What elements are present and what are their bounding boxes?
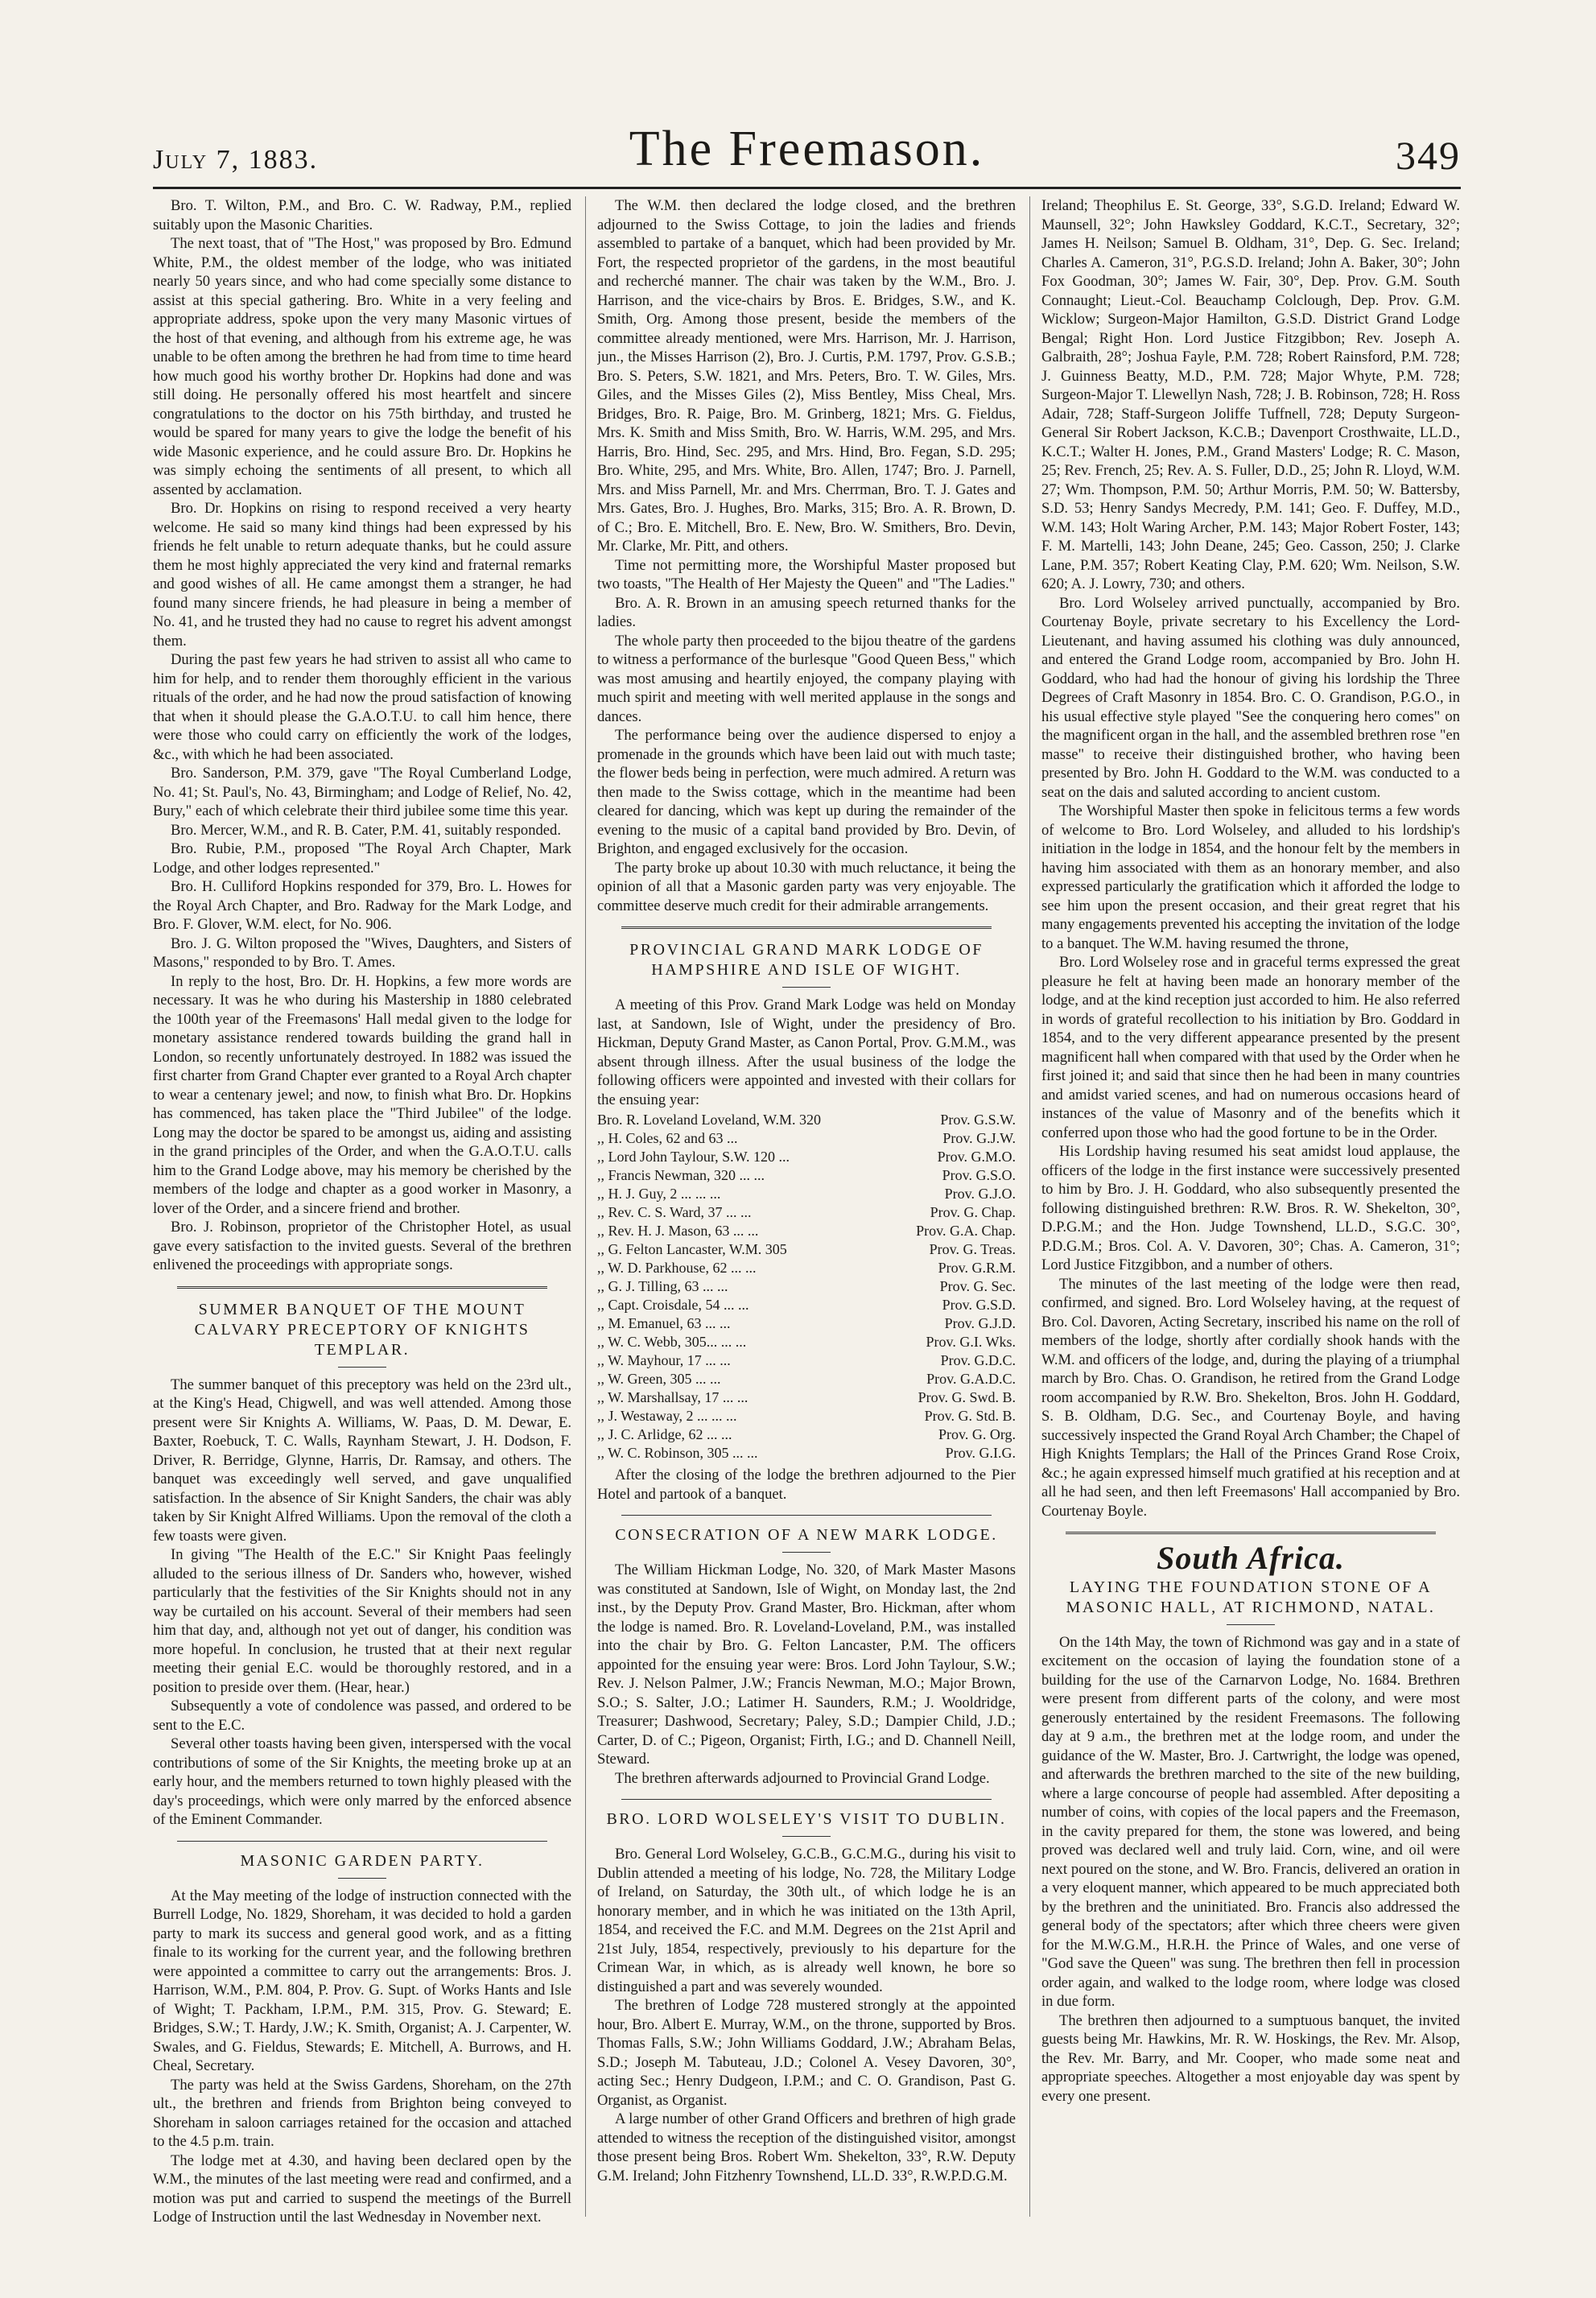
column-3: [1041, 196, 1460, 2257]
officer-office: Prov. G.J.W.: [942, 1130, 1016, 1146]
officer-office: Prov. G.J.O.: [944, 1186, 1016, 1202]
officer-name: ,, M. Emanuel, 63 ... ...: [597, 1315, 731, 1331]
officer-name: ,, Francis Newman, 320 ... ...: [597, 1167, 765, 1183]
paragraph: Bro. A. R. Brown in an amusing speech returned thanks for the ladies.: [597, 594, 1016, 630]
officer-name: ,, Lord John Taylour, S.W. 120 ...: [597, 1149, 790, 1165]
paragraph: After the closing of the lodge the brethren adjourned to the Pier Hotel and partook of a banquet.: [597, 1467, 1016, 1503]
article-heading: SUMMER BANQUET OF THE MOUNT CALVARY PRECEPTORY OF KNIGHTS TEMPLAR.: [194, 1300, 530, 1359]
officer-office: Prov. G. Std. B.: [924, 1408, 1016, 1424]
officer-office: Prov. G. Org.: [938, 1426, 1016, 1442]
section-separator: [621, 926, 992, 930]
paragraph: At the May meeting of the lodge of instruction connected with the Burrell Lodge, No. 1829, Shoreham, it was decided to hold a garden party to mark its success and general good work, and as a fitting finale to its working for the current year, and the following brethren were appointed a committee to carry out the arrangements: Bros. J. Harrison, W.M., P.M. 804, P. Prov. G. Supt. of Works Hants and Isle of Wight; T. Packham, I.P.M., P.M. 315, Prov. G. Steward; E. Bridges, S.W.; T. Hardy, J.W.; K. Smith, Organist; A. J. Carpenter, W. Swales, and G. Fieldus, Stewards; E. Mitchell, A. Burrows, and H. Cheal, Secretary.: [153, 1887, 571, 2074]
officer-row: [597, 1259, 1016, 1277]
paragraph: In reply to the host, Bro. Dr. H. Hopkins, a few more words are necessary. It was he who during his Mastership in 1880 celebrated the 100th year of the Freemasons' Hall medal given to the lodge for monetary assistance rendered towards building the grand hall in London, so recently unfortunately destroyed. In 1882 was issued the first charter from Grand Chapter ever granted to a Royal Arch chapter to wear a centenary jewel; and now, to finish what Bro. Dr. Hopkins has commenced, has taken place the "Third Jubilee" of the lodge. Long may the doctor be spared to be amongst us, aiding and assisting in the grand principles of the Order, and when the G.A.O.T.U. calls him to the Grand Lodge above, may his memory be cherished by the members of the lodge and chapter as a good worker in Masonry, a lover of the Order, and a sincere friend and brother.: [153, 972, 571, 1217]
page-number: 349: [1396, 133, 1461, 178]
officer-name: ,, W. D. Parkhouse, 62 ... ...: [597, 1260, 757, 1276]
column-2: [597, 196, 1016, 2257]
officer-row: [597, 1166, 1016, 1185]
paragraph: The brethren afterwards adjourned to Provincial Grand Lodge.: [615, 1769, 990, 1787]
officer-row: [597, 1444, 1016, 1463]
officer-row: [597, 1296, 1016, 1314]
section-separator: [177, 1841, 547, 1842]
officer-office: Prov. G.S.D.: [942, 1297, 1016, 1313]
column-divider: [1029, 196, 1030, 2217]
paragraph: Time not permitting more, the Worshipful Master proposed but two toasts, "The Health of Her Majesty the Queen" and "The Ladies.": [597, 556, 1016, 592]
paragraph: Bro. Sanderson, P.M. 379, gave "The Royal Cumberland Lodge, No. 41; St. Paul's, No. 43, Birmingham; and Lodge of Relief, No. 42, Bury," each of which celebrate their third jubilee some time this year.: [153, 765, 571, 819]
officer-office: Prov. G.S.W.: [940, 1112, 1016, 1128]
newspaper-title: The Freemason.: [629, 122, 985, 176]
article-heading: PROVINCIAL GRAND MARK LODGE OF HAMPSHIRE AND ISLE OF WIGHT.: [629, 941, 984, 979]
paragraph: A large number of other Grand Officers and brethren of high grade attended to witness the reception of the distinguished visitor, amongst those present being Bros. Robert Wm. Shekelton, 33°, R.W. Deputy G.M. Ireland; John Fitzhenry Townshend, LL.D. 33°, R.W.P.D.G.M.: [597, 2110, 1016, 2185]
paragraph: Bro. Rubie, P.M., proposed "The Royal Arch Chapter, Mark Lodge, and other lodges represented.": [153, 840, 571, 877]
paragraph: The summer banquet of this preceptory was held on the 23rd ult., at the King's Head, Chigwell, and was well attended. Among those present were Sir Knights A. Williams, W. Paas, D. M. Dewar, E. Baxter, Roebuck, T. C. Walls, Raynham Stewart, J. H. Dodson, F. Driver, R. Berridge, Glynne, Harris, Dr. Ramsay, and others. The banquet was exceedingly well served, and gave unqualified satisfaction. In the absence of Sir Knight Sanders, the chair was ably taken by Sir Knight Alfred Williams. Upon the removal of the cloth a few toasts were given.: [153, 1376, 571, 1545]
heading-rule: [1227, 1624, 1275, 1625]
article-heading: BRO. LORD WOLSELEY'S VISIT TO DUBLIN.: [606, 1810, 1007, 1828]
section-separator: [621, 1799, 992, 1800]
officer-office: Prov. G.J.D.: [944, 1315, 1016, 1331]
paragraph: In giving "The Health of the E.C." Sir Knight Paas feelingly alluded to the serious illness of Dr. Sanders who, however, wished particularly that the festivities of the Sir Knights should not in any way be curtailed on his account. Several of their members had seen him that day, and, although not yet out of danger, his condition was more hopeful. In conclusion, he trusted that at their next regular meeting their genial E.C. would be thoroughly restored, and in a position to preside over them. (Hear, hear.): [153, 1546, 571, 1696]
officer-row: [597, 1351, 1016, 1370]
officer-row: [597, 1203, 1016, 1222]
heading-rule: [782, 1836, 831, 1837]
officer-name: ,, J. C. Arlidge, 62 ... ...: [597, 1426, 732, 1442]
officer-office: Prov. G.A.D.C.: [926, 1371, 1016, 1387]
officer-office: Prov. G. Treas.: [929, 1241, 1016, 1257]
paragraph: Bro. General Lord Wolseley, G.C.B., G.C.M.G., during his visit to Dublin attended a meeting of his lodge, No. 728, the Military Lodge of Ireland, on Saturday, the 30th ult., of which lodge he is an honorary member, and in which he was initiated on the 13th April, 1854, and received the F.C. and M.M. Degrees on the 21st April and 21st July, 1854, respectively, previously to his departure for the Crimean War, in which, as is already well known, he bore so distinguished a part and was severely wounded.: [597, 1846, 1016, 1995]
paragraph: The party broke up about 10.30 with much reluctance, it being the opinion of all that a Masonic garden party was very enjoyable. The committee deserve much credit for their admirable arrangements.: [597, 859, 1016, 914]
officer-row: [597, 1111, 1016, 1129]
officer-row: [597, 1148, 1016, 1166]
paragraph: The W.M. then declared the lodge closed, and the brethren adjourned to the Swiss Cottage, to join the ladies and friends assembled to partake of a banquet, which had been provided by Mr. Fort, the respected proprietor of the gardens, in the most beautiful and recherché manner. The chair was taken by the W.M., Bro. J. Harrison, and the vice-chairs by Bros. E. Bridges, S.W., and K. Smith, Org. Among those present, beside the members of the committee already mentioned, were Mrs. Harrison, Mr. J. Harrison, jun., the Misses Harrison (2), Bro. J. Curtis, P.M. 1797, Prov. G.S.B.; Bro. S. Peters, S.W. 1821, and Mrs. Peters, Bro. T. W. Giles, Mrs. Giles, and the Misses Giles (2), Miss Bentley, Miss Cheal, Mrs. Bridges, Bro. R. Paige, Bro. M. Grinberg, 1821; Mrs. G. Fieldus, Mrs. K. Smith and Miss Smith, Bro. W. Harris, W.M. 295, and Mrs. Harris, Bro. Hind, Sec. 295, and Mrs. Hind, Bro. Fegan, S.D. 295; Bro. White, 295, and Mrs. White, Bro. Allen, 1747; Bro. J. Parnell, Mrs. and Miss Parnell, Mr. and Mrs. Cherrman, Bro. T. J. Gates and Mrs. Gates, Bro. J. Hughes, Bro. Marks, 315; Bro. A. R. Brown, D. of C.; Bro. E. Mitchell, Bro. E. New, Bro. W. Smithers, Bro. Devin, Mr. Clarke, Mr. Pitt, and others.: [597, 197, 1016, 555]
officer-office: Prov. G. Sec.: [939, 1278, 1016, 1294]
officer-name: ,, W. Mayhour, 17 ... ...: [597, 1352, 731, 1368]
masthead-rule: [153, 187, 1461, 189]
section-separator: [1066, 1532, 1436, 1536]
officer-office: Prov. G. Swd. B.: [918, 1389, 1016, 1405]
officer-name: ,, G. Felton Lancaster, W.M. 305: [597, 1241, 787, 1257]
paragraph: His Lordship having resumed his seat amidst loud applause, the officers of the lodge in the first instance were successively presented to him by Bro. J. H. Goddard, who also subsequently presented the following distinguished brethren: R.W. Bros. R. W. Shekelton, 30°, D.P.G.M.; and the Hon. Judge Townshend, LL.D., S.G.C. 30°, P.D.G.M.; Bros. Col. A. V. Davoren, 30°; Chas. A. Cameron, 31°; Lord Justice Fitzgibbon, and a number of others.: [1041, 1143, 1460, 1273]
officer-row: [597, 1240, 1016, 1259]
paragraph: The next toast, that of "The Host," was proposed by Bro. Edmund White, P.M., the oldest member of the lodge, who was initiated nearly 50 years since, and who had come specially some distance to assist at this special gathering. Bro. White in a very feeling and appropriate address, spoke upon the very many Masonic virtues of the host of that evening, and although from his extreme age, he was unable to be often among the brethren he had from time to time heard how much good his worthy brother Dr. Hopkins had done and was still doing. He personally offered his most heartfelt and sincere congratulations to the doctor on his 75th birthday, and trusted he would be spared for many years to give the lodge the benefit of his wide Masonic experience, and he could assure Bro. Dr. Hopkins he was simply echoing the sentiments of all present, to which all assented by acclamation.: [153, 235, 571, 498]
officer-name: ,, H. J. Guy, 2 ... ... ...: [597, 1186, 721, 1202]
officer-office: Prov. G. Chap.: [930, 1204, 1016, 1220]
paragraph: Bro. H. Culliford Hopkins responded for 379, Bro. L. Howes for the Royal Arch Chapter, and Bro. Radway for the Mark Lodge, and Bro. F. Glover, W.M. elect, for No. 906.: [153, 878, 571, 933]
heading-rule: [782, 987, 831, 988]
officer-office: Prov. G.I.G.: [945, 1445, 1016, 1461]
paragraph: The brethren then adjourned to a sumptuous banquet, the invited guests being Mr. Hawkins, Mr. R. W. Hoskings, the Rev. Mr. Alsop, the Rev. Mr. Barry, and Mr. Cooper, who made some neat and appropriate speeches. Altogether a most enjoyable day was spent by every one present.: [1041, 2011, 1460, 2105]
paragraph: Bro. Mercer, W.M., and R. B. Cater, P.M. 41, suitably responded.: [171, 821, 561, 839]
issue-date: July 7, 1883.: [153, 145, 319, 175]
heading-rule: [338, 1367, 386, 1368]
officer-row: [597, 1407, 1016, 1425]
officer-office: Prov. G.A. Chap.: [916, 1223, 1016, 1239]
article-heading: MASONIC GARDEN PARTY.: [240, 1851, 485, 1870]
paragraph: The performance being over the audience dispersed to enjoy a promenade in the grounds which have been laid out with much taste; the flower beds being in perfection, were much admired. A return was then made to the Swiss cottage, which in the meantime had been cleared for dancing, which was kept up during the remainder of the evening to the music of a capital band provided by Bro. Devin, of Brighton, and engaged exclusively for the occasion.: [597, 727, 1016, 857]
officer-name: ,, H. Coles, 62 and 63 ...: [597, 1130, 738, 1146]
officer-name: ,, W. C. Webb, 305... ... ...: [597, 1334, 747, 1350]
officer-office: Prov. G.S.O.: [942, 1167, 1016, 1183]
paragraph: During the past few years he had striven to assist all who came to him for help, and to render them thoroughly efficient in the various rituals of the order, and he had now the proud satisfaction of knowing that when it should please the G.A.O.T.U. to call him hence, there were those who could carry on efficiently the work of the lodges, &c., with which he had been associated.: [153, 651, 571, 763]
officer-name: ,, G. J. Tilling, 63 ... ...: [597, 1278, 728, 1294]
officer-name: ,, Rev. C. S. Ward, 37 ... ...: [597, 1204, 752, 1220]
officer-row: [597, 1314, 1016, 1333]
paragraph: Bro. Dr. Hopkins on rising to respond received a very hearty welcome. He said so many kind things had been expressed by his friends he felt unable to return adequate thanks, but he could assure them he most highly appreciated the very kind and fraternal remarks and good wishes of all. He came amongst them a stranger, he had found many sincere friends, he had pleasure in being a member of No. 41, and he trusted they had no cause to regret his advent amongst them.: [153, 500, 571, 650]
paragraph: Bro. T. Wilton, P.M., and Bro. C. W. Radway, P.M., replied suitably upon the Masonic Charities.: [153, 197, 571, 233]
masthead: [153, 121, 1461, 185]
article-heading: LAYING THE FOUNDATION STONE OF A MASONIC HALL, AT RICHMOND, NATAL.: [1066, 1578, 1436, 1616]
host-toast-report: [153, 196, 571, 1275]
paragraph: The whole party then proceeded to the bijou theatre of the gardens to witness a performance of the burlesque "Good Queen Bess," which was most amusing and heartily enjoyed, the company playing with much spirit and meeting with well merited applause in the songs and dances.: [597, 632, 1016, 725]
paragraph: Ireland; Theophilus E. St. George, 33°, S.G.D. Ireland; Edward W. Maunsell, 32°; John Hawksley Goddard, K.C.T., Secretary, 32°; James H. Neilson; Samuel B. Oldham, 31°, Dep. G. Sec. Ireland; Charles A. Cameron, 31°, P.G.S.D. Ireland; John A. Baker, 30°; John Fox Goodman, 30°; James W. Fair, 30°, Dep. Prov. G.M. South Connaught; Lieut.-Col. Beauchamp Colclough, Dep. Prov. G.M. Wicklow; Surgeon-Major Hamilton, G.S.D. District Grand Lodge Bengal; Right Hon. Lord Justice Fitzgibbon; Rev. Joseph A. Galbraith, 28°; Joshua Fayle, P.M. 728; Robert Rainsford, P.M. 728; J. Guinness Beatty, M.D., P.M. 728; Major Whyte, P.M. 728; Surgeon-Major T. Llewellyn Nash, 728; J. B. Robinson, 728; H. Ross Adair, 728; Staff-Surgeon Joliffe Tuffnell, 728; Deputy Surgeon-General Sir Robert Jackson, K.C.B.; Davenport Crosthwaite, LL.D., K.C.T.; Walter H. Jones, P.M., Grand Masters' Lodge; R. C. Mason, 25; Rev. French, 25; Rev. A. S. Fuller, D.D., 25; John R. Lloyd, W.M. 27; Wm. Thompson, P.M. 50; Arthur Morris, P.M. 50; W. Battersby, S.D. 53; Henry Sandys Mecredy, P.M. 141; Geo. F. Duffey, M.D., W.M. 143; Holt Waring Archer, P.M. 143; Major Robert Foster, 143; F. M. Martelli, 143; John Deane, 245; Geo. Casson, 250; J. Clarke Lane, P.M. 357; Robert Keating Clay, P.M. 620; Wm. Neilson, S.W. 620; A. J. Lowry, 730; and others.: [1041, 197, 1460, 592]
officer-row: [597, 1129, 1016, 1148]
paragraph: The lodge met at 4.30, and having been declared open by the W.M., the minutes of the last meeting were read and confirmed, and a motion was put and carried to suspend the meetings of the Burrell Lodge of Instruction until the last Wednesday in November next.: [153, 2152, 571, 2226]
officer-row: [597, 1388, 1016, 1407]
officer-name: ,, J. Westaway, 2 ... ... ...: [597, 1408, 737, 1424]
paragraph: The William Hickman Lodge, No. 320, of Mark Master Masons was constituted at Sandown, Isle of Wight, on Monday last, the 2nd inst., by the Deputy Prov. Grand Master, Bro. Hickman, after whom the lodge is named. Bro. R. Loveland-Loveland, P.M., was installed into the chair by Bro. G. Felton Lancaster, P.M. The officers appointed for the ensuing year were: Bros. Lord John Taylour, S.W.; Rev. J. Nelson Palmer, J.W.; Francis Newman, M.O.; Major Brown, S.O.; S. Salter, J.O.; Latimer H. Saunders, R.M.; J. Wooldridge, Treasurer; Dashwood, Secretary; Paley, S.D.; Dampier Child, J.D.; Carter, D. of C.; Pigeon, Organist; Firth, I.G.; and D. Channell Neill, Steward.: [597, 1562, 1016, 1768]
paragraph: Bro. Lord Wolseley rose and in graceful terms expressed the great pleasure he felt at having been made an honorary member of the lodge, and at the kind reception just accorded to him. He also referred in words of grateful recollection to his initiation by Bro. Goddard in 1854, and to the very different appearance presented by the present magnificent hall when compared with that used by the Order when he first joined it; and said that since then he had been in many countries and amidst varied scenes, and had on numerous occasions heard of instances of the value of Masonry and of the benefits which it conferred upon those who had the good fortune to be in the Order.: [1041, 954, 1460, 1141]
section-separator: [177, 1286, 547, 1290]
paragraph: The brethren of Lodge 728 mustered strongly at the appointed hour, Bro. Albert E. Murray, W.M., on the throne, supported by Bros. Thomas Falls, S.W.; John Williams Goddard, J.W.; Abraham Belas, S.D.; Joseph M. Tabuteau, J.D.; Colonel A. Vesey Davoren, 30°, acting Sec.; Henry Dudgeon, I.P.M.; and C. O. Grandison, Past G. Organist, as Organist.: [597, 1997, 1016, 2109]
heading-rule: [782, 1552, 831, 1553]
officer-office: Prov. G.I. Wks.: [926, 1334, 1016, 1350]
officer-name: ,, W. Marshallsay, 17 ... ...: [597, 1389, 749, 1405]
article-heading: CONSECRATION OF A NEW MARK LODGE.: [615, 1526, 998, 1544]
officer-office: Prov. G.D.C.: [940, 1352, 1016, 1368]
column-divider: [585, 196, 586, 2217]
officer-office: Prov. G.M.O.: [937, 1149, 1016, 1165]
paragraph: The party was held at the Swiss Gardens, Shoreham, on the 27th ult., the brethren and friends from Brighton being conveyed to Shoreham in saloon carriages retained for the occasion and attached to the 4.5 p.m. train.: [153, 2076, 571, 2150]
officers-list: [597, 1111, 1016, 1463]
officer-row: [597, 1425, 1016, 1444]
officer-row: [597, 1277, 1016, 1296]
paragraph: On the 14th May, the town of Richmond was gay and in a state of excitement on the occasion of laying the foundation stone of a building for the use of the Carnarvon Lodge, No. 1684. Brethren were present from different parts of the colony, and were most generously entertained by the resident Freemasons. The following day at 9 a.m., the brethren met at the lodge room, and under the guidance of the W. Master, Bro. J. Cartwright, the lodge was opened, and afterwards the brethren marched to the site of the new building, where a large concourse of people had assembled. After depositing a number of coins, with copies of the local papers and the Freemason, in the cavity prepared for them, the stone was lowered, and being proved was declared well and truly laid. Corn, wine, and oil were next poured on the stone, and W. Bro. Francis, delivered an oration in a very eloquent manner, which appeared to be much appreciated both by the brethren and the uninitiated. Bro. Francis also addressed the general body of the spectators; after which three cheers were given for the M.W.G.M., H.R.H. the Prince of Wales, and one verse of "God save the Queen" was sung. The brethren then fell in procession order again, and walked to the lodge room, where lodge was closed in due form.: [1041, 1633, 1460, 2010]
column-1: [153, 196, 571, 2257]
officer-row: [597, 1333, 1016, 1351]
officer-name: Bro. R. Loveland Loveland, W.M. 320: [597, 1112, 821, 1128]
officer-office: Prov. G.R.M.: [938, 1260, 1016, 1276]
paragraph: Subsequently a vote of condolence was passed, and ordered to be sent to the E.C.: [153, 1698, 571, 1734]
paragraph: Bro. J. G. Wilton proposed the "Wives, Daughters, and Sisters of Masons," responded to by Bro. T. Ames.: [153, 934, 571, 971]
officer-name: ,, Rev. H. J. Mason, 63 ... ...: [597, 1223, 759, 1239]
officer-row: [597, 1370, 1016, 1388]
officer-name: ,, Capt. Croisdale, 54 ... ...: [597, 1297, 749, 1313]
paragraph: Bro. Lord Wolseley arrived punctually, accompanied by Bro. Courtenay Boyle, private secretary to his Excellency the Lord-Lieutenant, and having assumed his clothing was duly announced, and entered the Grand Lodge room, accompanied by Bro. John H. Goddard, who had had the honour of giving his lordship the Three Degrees of Craft Masonry in 1854. Bro. C. O. Grandison, P.G.O., in his usual effective style played "See the conquering hero comes" on the magnificent organ in the hall, and the assembled brethren rose "en masse" to receive their distinguished brother, who having been presented by Bro. John H. Goddard to the W.M. was conducted to a seat on the dais and saluted according to ancient custom.: [1041, 594, 1460, 801]
paragraph: A meeting of this Prov. Grand Mark Lodge was held on Monday last, at Sandown, Isle of Wight, under the presidency of Bro. Hickman, Deputy Grand Master, as Canon Portal, Prov. G.M.M., was absent through illness. After the usual business of the lodge the following officers were appointed and invested with their collars for the ensuing year:: [597, 996, 1016, 1108]
officer-row: [597, 1222, 1016, 1240]
paragraph: Bro. J. Robinson, proprietor of the Christopher Hotel, as usual gave every satisfaction to the invited guests. Several of the brethren enlivened the proceedings with appropriate songs.: [153, 1219, 571, 1273]
officer-row: [597, 1185, 1016, 1203]
paragraph: The Worshipful Master then spoke in felicitous terms a few words of welcome to Bro. Lord Wolseley, and alluded to his lordship's initiation in the lodge in 1854, and the honour felt by the members in having him associated with them as an honorary member, and also expressed particularly the gratification which it afforded the lodge to see him upon the present occasion, and their great regret that his many engagements prevented his accepting the invitation of the lodge to a banquet. The W.M. having resumed the throne,: [1041, 802, 1460, 952]
heading-rule: [338, 1878, 386, 1879]
paragraph: The minutes of the last meeting of the lodge were then read, confirmed, and signed. Bro. Lord Wolseley having, at the request of Bro. Col. Davoren, Acting Secretary, inscribed his name on the roll of members of the lodge, shortly after cordially shook hands with the W.M. and officers of the lodge, and, during the playing of a triumphal march by Bro. Chas. O. Grandison, he retired from the Grand Lodge room accompanied by R.W. Bro. Shekelton, Bros. John H. Goddard, S. B. Oldham, D.G. Sec., and Courtenay Boyle, and having successively inspected the Grand Royal Arch Chamber; the Chapel of High Knights Templars; the Hall of the Princes Grand Rose Croix, &c.; he again expressed himself much gratified at his reception and at all he had seen, and then left Freemasons' Hall accompanied by Bro. Courtenay Boyle.: [1041, 1275, 1460, 1520]
section-title: South Africa.: [1157, 1540, 1345, 1576]
officer-name: ,, W. Green, 305 ... ...: [597, 1371, 721, 1387]
paragraph: Several other toasts having been given, interspersed with the vocal contributions of some of the Sir Knights, the meeting broke up at an early hour, and the members returned to town highly pleased with the day's proceedings, which were only marred by the enforced absence of the Eminent Commander.: [153, 1735, 571, 1828]
officer-name: ,, W. C. Robinson, 305 ... ...: [597, 1445, 758, 1461]
section-separator: [621, 1515, 992, 1516]
